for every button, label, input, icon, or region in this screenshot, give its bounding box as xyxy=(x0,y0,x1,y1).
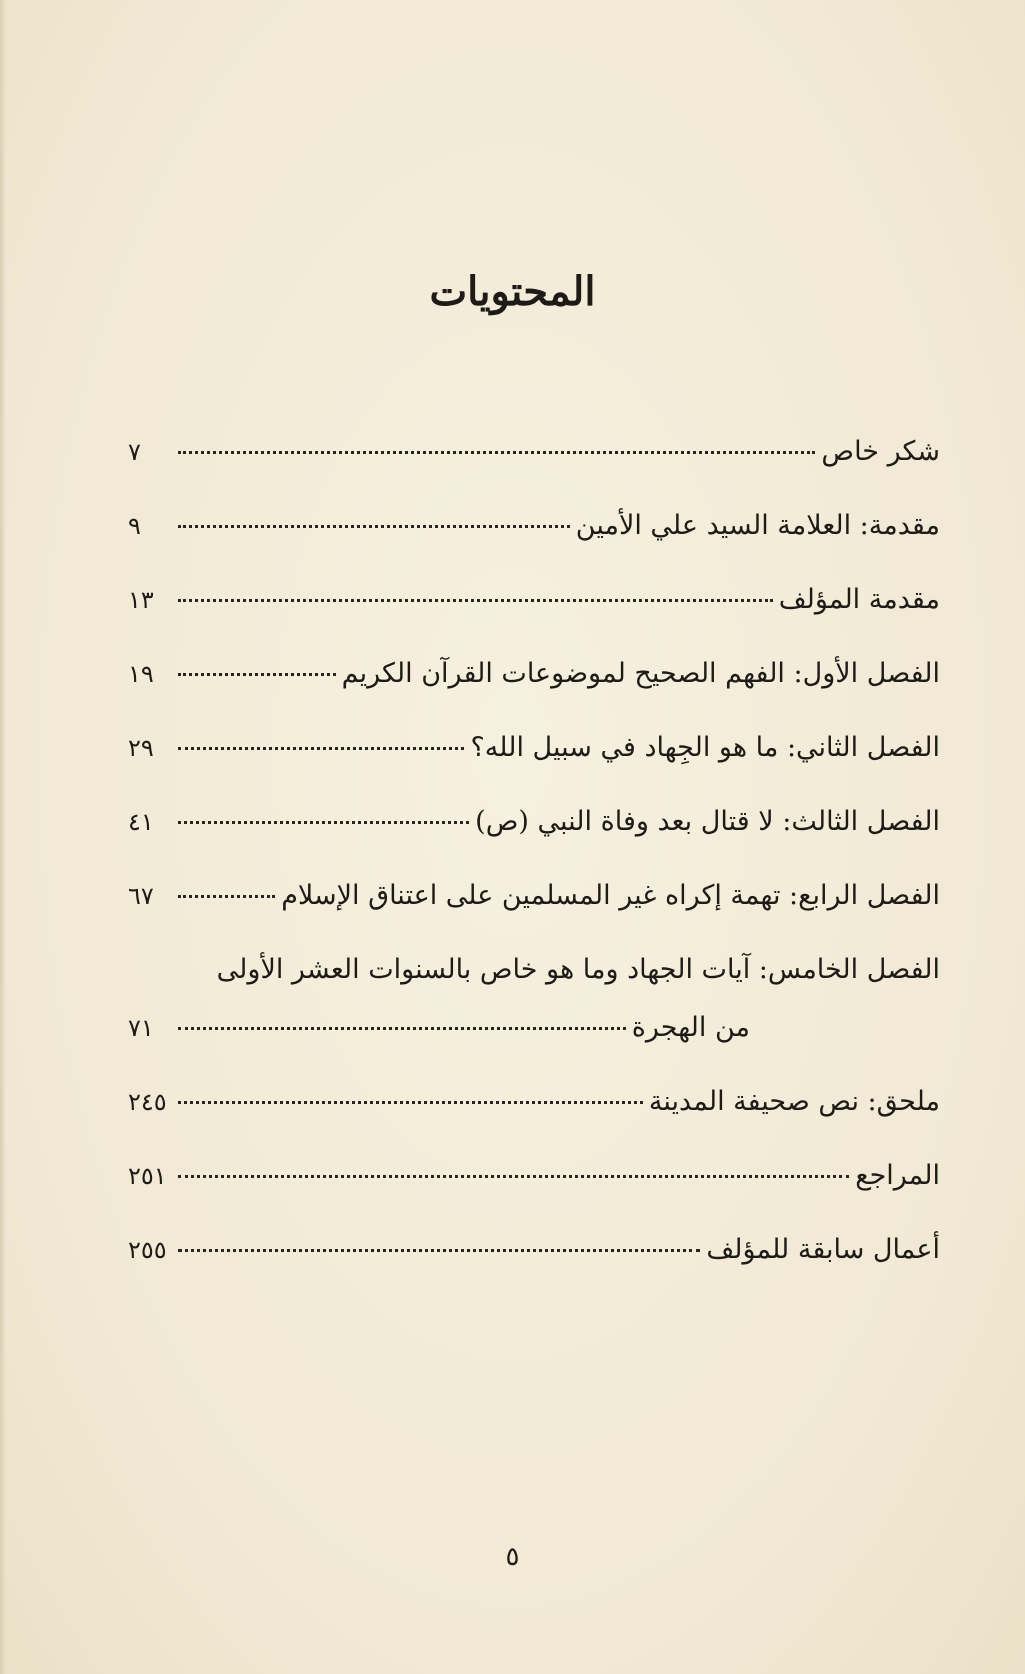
dot-leader xyxy=(178,451,815,454)
toc-entry-title: الفصل الثاني: ما هو الجِهاد في سبيل الله؟ xyxy=(470,732,940,763)
toc-entry xyxy=(128,654,940,728)
toc-entry-page: ٤١ xyxy=(128,808,154,836)
dot-leader xyxy=(178,599,773,602)
toc-entry-page: ٢٥١ xyxy=(128,1162,167,1190)
dot-leader xyxy=(178,673,336,676)
toc-entry xyxy=(128,580,940,654)
toc-entry-title: الفصل الرابع: تهمة إكراه غير المسلمين على اعتناق الإسلام xyxy=(281,880,940,911)
toc-entry-page: ٧١ xyxy=(128,1014,154,1042)
toc-entry xyxy=(128,876,940,950)
dot-leader xyxy=(178,747,464,750)
toc-entry xyxy=(128,432,940,506)
dot-leader xyxy=(178,1101,643,1104)
toc-entry xyxy=(128,728,940,802)
toc-entry xyxy=(128,802,940,876)
toc-entry xyxy=(128,1156,940,1230)
toc-entry xyxy=(128,506,940,580)
dot-leader xyxy=(178,1027,626,1030)
toc-entry-title: ملحق: نص صحيفة المدينة xyxy=(648,1086,940,1117)
toc-entry xyxy=(128,950,940,1008)
dot-leader xyxy=(178,1249,700,1252)
toc-entry xyxy=(128,1082,940,1156)
toc-entry-continuation xyxy=(128,1008,940,1082)
page-edge xyxy=(0,0,6,1674)
toc-entry-page: ٦٧ xyxy=(128,882,154,910)
page-number: ٥ xyxy=(505,1542,520,1572)
toc-entry-page: ٢٤٥ xyxy=(128,1088,167,1116)
dot-leader xyxy=(178,1175,849,1178)
toc-entry-title: مقدمة: العلامة السيد علي الأمين xyxy=(575,510,940,541)
toc-entry-title-continuation: من الهجرة xyxy=(631,1012,750,1043)
toc-entry-page: ٢٥٥ xyxy=(128,1236,167,1264)
dot-leader xyxy=(178,821,469,824)
toc-entry-page: ١٩ xyxy=(128,660,154,688)
dot-leader xyxy=(178,895,275,898)
toc-entry-title: الفصل الأول: الفهم الصحيح لموضوعات القرآن الكريم xyxy=(341,658,940,689)
toc-entry-title: المراجع xyxy=(855,1160,940,1191)
toc-entry-title: الفصل الثالث: لا قتال بعد وفاة النبي (ص) xyxy=(475,806,940,837)
toc-entry-page: ٩ xyxy=(128,512,141,540)
dot-leader xyxy=(178,525,570,528)
toc-entry-title: أعمال سابقة للمؤلف xyxy=(706,1234,940,1265)
toc-entry-page: ٧ xyxy=(128,438,141,466)
page-title: المحتويات xyxy=(429,268,596,315)
toc-entry-title: مقدمة المؤلف xyxy=(778,584,940,615)
toc-entry xyxy=(128,1230,940,1304)
toc-entry-page: ٢٩ xyxy=(128,734,154,762)
table-of-contents xyxy=(128,432,940,1304)
toc-entry-page: ١٣ xyxy=(128,586,154,614)
toc-entry-title: شكر خاص xyxy=(821,436,940,467)
toc-entry-title: الفصل الخامس: آيات الجهاد وما هو خاص بالسنوات العشر الأولى xyxy=(216,954,940,985)
